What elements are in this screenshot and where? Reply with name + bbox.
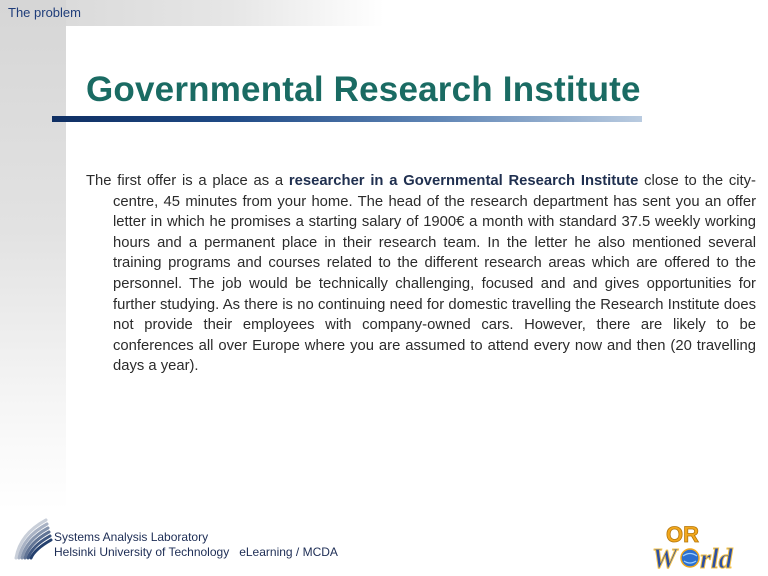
body-highlight-text: researcher in a Governmental Research Institute — [288, 173, 639, 189]
section-label: The problem — [8, 5, 81, 20]
footer-course: eLearning / MCDA — [239, 545, 338, 559]
body-intro-text: The first offer is a place as a — [86, 173, 289, 189]
svg-text:OR: OR — [666, 522, 699, 547]
slide-title: Governmental Research Institute — [86, 70, 641, 109]
title-underline-rule — [52, 116, 642, 122]
or-world-logo-icon — [650, 520, 760, 572]
svg-text:W: W — [652, 544, 677, 572]
body-paragraph — [86, 171, 756, 377]
footer-university: Helsinki University of Technology — [54, 545, 230, 559]
footer-university-line — [54, 545, 338, 559]
svg-text:rld: rld — [700, 544, 733, 572]
left-gradient-band — [0, 0, 66, 510]
top-gradient-band — [0, 0, 768, 26]
footer-lab-name: Systems Analysis Laboratory — [54, 530, 209, 544]
body-rest-text: close to the city-centre, 45 minutes from your home. The head of the research department has sent you an offer letter in which he promises a starting salary of 1900€ a month with standard 37.5 weekly working hours and a permanent place in their research team. In the letter he also mentioned several training programs and courses related to the different research areas which are offered to the personnel. The job would be technically challenging, focused and and gives opportunities for further studying. As there is no continuing need for domestic travelling the Research Institute does not provide their employees with company-owned cars. However, there are likely to be conferences all over Europe where you are assumed to attend every now and then (20 travelling days a year). — [113, 173, 756, 375]
sal-logo-icon — [10, 514, 54, 560]
